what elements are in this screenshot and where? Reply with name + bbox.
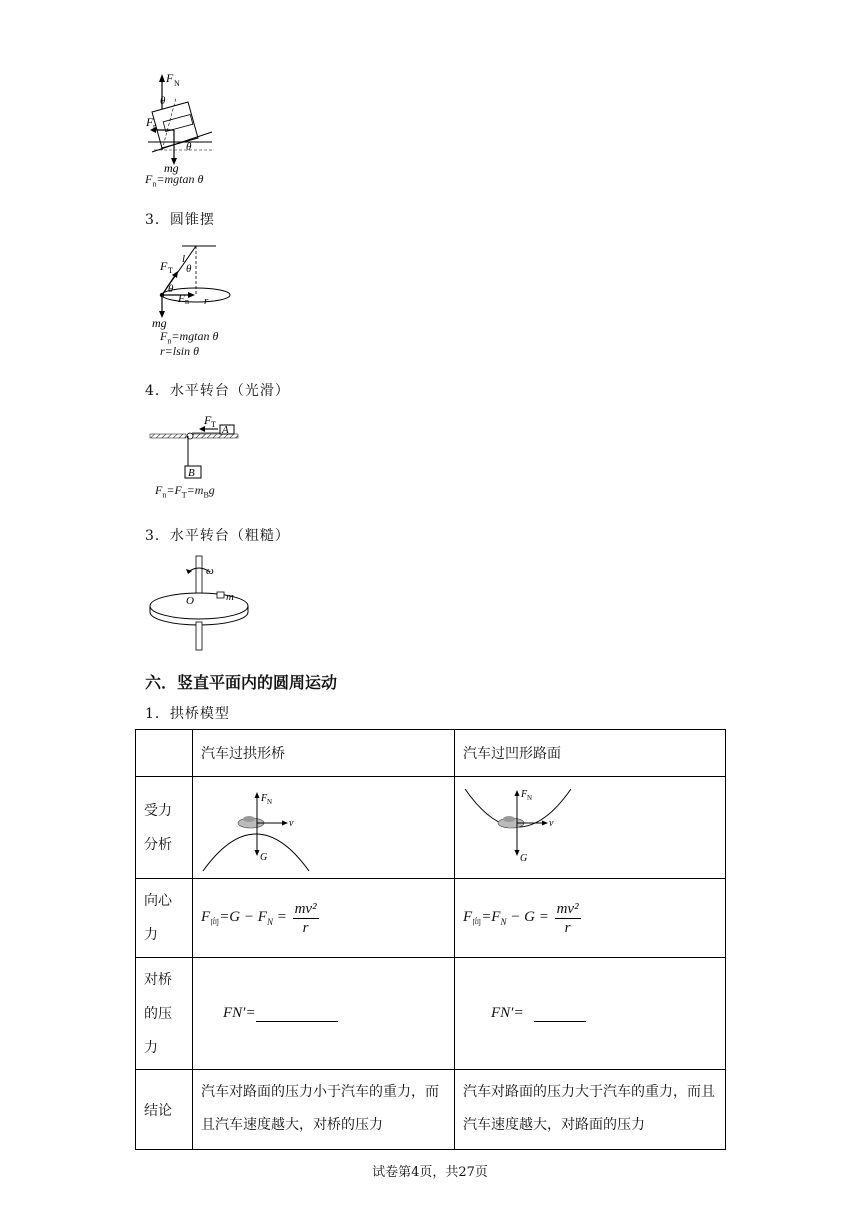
arch-v-label: v bbox=[289, 817, 294, 829]
rowhead-pressure-line2: 的压 bbox=[144, 1005, 172, 1022]
table-corner-cell bbox=[136, 730, 193, 777]
fig2-caption-1 bbox=[160, 329, 218, 345]
fig3-caption-mid: =F bbox=[166, 483, 182, 497]
arch-fn-label: F bbox=[261, 792, 268, 804]
cell-arch-conclusion: 汽车对路面的压力小于汽车的重力，而且汽车速度越大，对桥的压力 bbox=[193, 1070, 455, 1150]
fig2-ft-label: F bbox=[160, 259, 168, 273]
concave-formula-f: F bbox=[463, 909, 473, 926]
arch-formula-f: F bbox=[201, 909, 211, 926]
fig3-ft-label: F bbox=[204, 413, 212, 427]
arch-pressure-label: FN′= bbox=[223, 1005, 256, 1021]
cell-concave-centripetal-formula bbox=[455, 879, 726, 958]
fig2-r-label: r bbox=[204, 295, 209, 307]
concave-g-label: G bbox=[520, 852, 528, 864]
fig2-caption1-sub: n bbox=[167, 336, 172, 346]
fig2-fn-label: F bbox=[178, 293, 185, 305]
fig1-fn-label: F bbox=[166, 71, 174, 85]
table-row-force-analysis bbox=[136, 777, 726, 879]
concave-pressure-label: FN′= bbox=[491, 1005, 524, 1021]
rowhead-centripetal bbox=[136, 879, 193, 958]
arch-bridge-table bbox=[135, 729, 726, 1150]
concave-frac-den: r bbox=[564, 919, 571, 936]
fig2-theta-top: θ bbox=[186, 263, 192, 275]
fig1-mg-label: mg bbox=[164, 161, 179, 175]
arch-centripetal-formula: $F_向=G - F_N$ = $\frac{\text{mv²}}{r}$ bbox=[201, 900, 317, 936]
fig2-caption1-post: =mgtan θ bbox=[171, 329, 219, 343]
concave-v-label: v bbox=[549, 817, 554, 829]
cell-arch-pressure bbox=[193, 958, 455, 1070]
concave-road-force-diagram bbox=[463, 785, 573, 871]
cell-concave-force-diagram bbox=[455, 777, 726, 879]
fig3-caption-end: g bbox=[208, 483, 215, 497]
cell-concave-pressure bbox=[455, 958, 726, 1070]
item-arch-bridge-label: 1．拱桥模型 bbox=[145, 706, 230, 722]
item-conical-pendulum-label: 3．圆锥摆 bbox=[145, 212, 215, 228]
concave-formula-sub: 向 bbox=[472, 917, 482, 928]
rowhead-centripetal-line1: 向心 bbox=[144, 893, 172, 909]
concave-formula-sub2: N bbox=[500, 917, 507, 928]
arch-bridge-force-diagram bbox=[201, 785, 311, 871]
header-arch-bridge: 汽车过拱形桥 bbox=[193, 730, 455, 777]
fig2-fn-sub: n bbox=[185, 297, 189, 306]
fig2-l-label: l bbox=[182, 253, 186, 265]
table-row-conclusion bbox=[136, 1070, 726, 1150]
concave-pressure-blank[interactable] bbox=[534, 1005, 586, 1022]
rowhead-centripetal-line2: 力 bbox=[144, 927, 158, 943]
concave-formula-mid2: − G bbox=[506, 909, 535, 926]
rough-turntable-diagram bbox=[146, 554, 256, 654]
fig3-block-b: B bbox=[188, 467, 195, 479]
fig3-block-a: A bbox=[222, 424, 229, 436]
arch-pressure-blank[interactable] bbox=[256, 1005, 338, 1022]
fig1-fn-sub: N bbox=[174, 79, 180, 88]
arch-formula-sub: 向 bbox=[210, 917, 220, 928]
fig2-theta-bottom: θ bbox=[168, 283, 174, 295]
arch-fn-sub: N bbox=[267, 797, 273, 806]
smooth-turntable-diagram bbox=[148, 412, 248, 482]
rowhead-force-line1: 受力 bbox=[144, 802, 172, 819]
arch-formula-fraction bbox=[293, 900, 319, 937]
fig2-caption-2: r=lsin θ bbox=[160, 344, 199, 358]
fig2-mg-label: mg bbox=[152, 316, 167, 330]
fig4-omega-label: ω bbox=[206, 565, 214, 577]
fig2-caption1-pre: F bbox=[160, 329, 168, 343]
rowhead-force-analysis bbox=[136, 777, 193, 879]
fig1-fn2-label: F bbox=[146, 115, 154, 129]
cell-concave-conclusion: 汽车对路面的压力大于汽车的重力，而且汽车速度越大，对路面的压力 bbox=[455, 1070, 726, 1150]
rowhead-pressure-line1: 对桥 bbox=[144, 971, 172, 988]
fig4-o-label: O bbox=[186, 595, 194, 607]
arch-frac-num: mv² bbox=[294, 900, 317, 917]
item-rough-turntable-label: 3．水平转台（粗糙） bbox=[145, 528, 290, 544]
concave-fn-sub: N bbox=[527, 793, 533, 802]
fig1-caption-sub: n bbox=[152, 179, 157, 189]
arch-frac-den: r bbox=[302, 919, 309, 936]
concave-formula-mid: =F bbox=[481, 909, 501, 926]
concave-formula-fraction bbox=[555, 900, 581, 937]
section-heading-vertical-circular-motion: 六．竖直平面内的圆周运动 bbox=[145, 673, 338, 692]
fig4-m-label: m bbox=[226, 591, 234, 603]
concave-fn-label: F bbox=[521, 788, 528, 800]
fig3-caption-sub3: B bbox=[203, 490, 209, 500]
rowhead-pressure-line3: 力 bbox=[144, 1039, 158, 1056]
cell-arch-centripetal-formula bbox=[193, 879, 455, 958]
arch-formula-sub2: N bbox=[266, 917, 273, 928]
fig1-caption-post: =mgtan θ bbox=[156, 172, 204, 186]
fig2-ft-sub: T bbox=[168, 266, 173, 275]
item-smooth-turntable-label: 4．水平转台（光滑） bbox=[145, 383, 290, 399]
table-header-row bbox=[136, 730, 726, 777]
fig1-caption-pre: F bbox=[145, 172, 153, 186]
header-concave-road: 汽车过凹形路面 bbox=[455, 730, 726, 777]
fig1-theta-top: θ bbox=[160, 95, 166, 107]
fig3-caption-sub2: T bbox=[181, 490, 187, 500]
rowhead-conclusion: 结论 bbox=[136, 1070, 193, 1150]
table-row-centripetal bbox=[136, 879, 726, 958]
fig3-caption-sub1: n bbox=[162, 490, 167, 500]
concave-frac-num: mv² bbox=[556, 900, 579, 917]
fig3-caption bbox=[155, 483, 215, 499]
concave-centripetal-formula: $F_向=F_N - G$ = $\frac{\text{mv²}}{r}$ bbox=[463, 900, 579, 936]
cell-arch-force-diagram bbox=[193, 777, 455, 879]
fig3-caption-post: =m bbox=[186, 483, 204, 497]
conical-pendulum-diagram bbox=[150, 240, 250, 330]
fig3-caption-pre: F bbox=[155, 483, 163, 497]
rowhead-force-line2: 分析 bbox=[144, 836, 172, 853]
page-footer: 试卷第4页，共27页 bbox=[372, 1165, 488, 1180]
rowhead-pressure bbox=[136, 958, 193, 1070]
arch-g-label: G bbox=[260, 851, 268, 863]
fig1-caption bbox=[145, 172, 203, 188]
table-row-pressure bbox=[136, 958, 726, 1070]
fig1-fn2-sub: n bbox=[153, 122, 157, 131]
arch-formula-mid: =G − F bbox=[219, 909, 267, 926]
fig1-theta-bottom: θ bbox=[186, 141, 192, 153]
fig3-ft-sub: T bbox=[211, 420, 216, 429]
